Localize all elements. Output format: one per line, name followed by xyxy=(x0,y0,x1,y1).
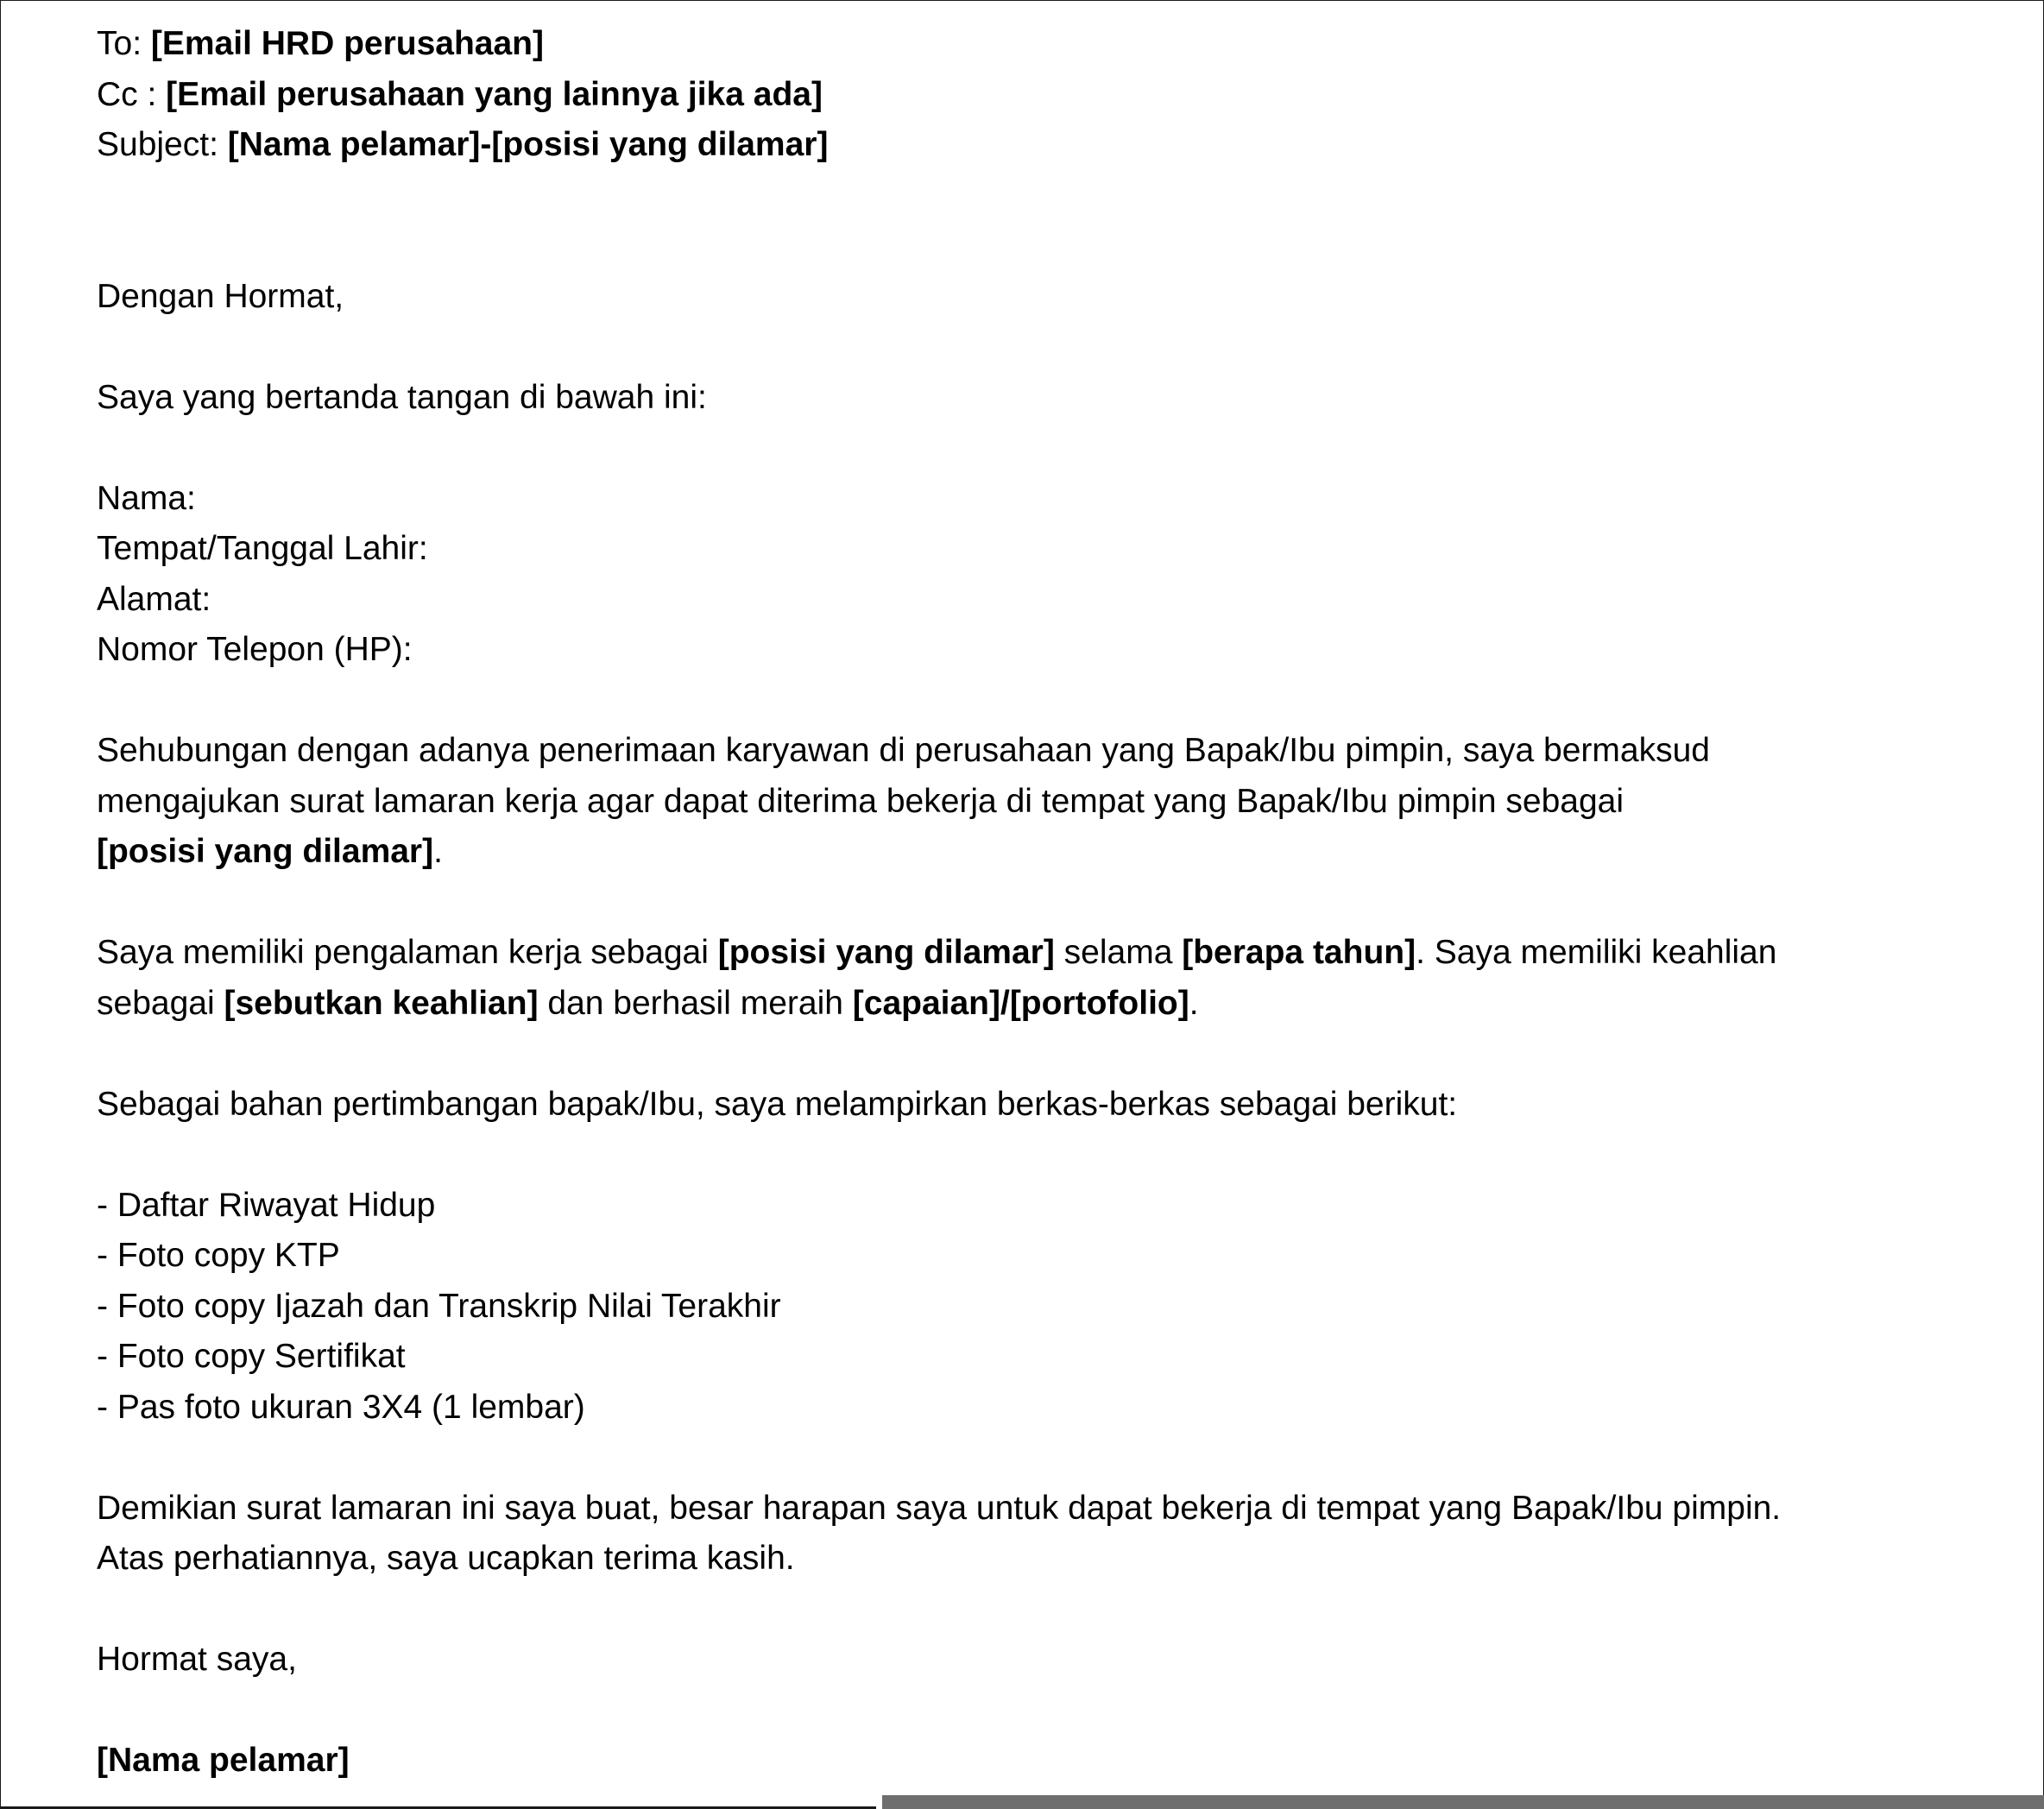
para2-t1: Saya memiliki pengalaman kerja sebagai xyxy=(97,934,718,971)
greeting: Dengan Hormat, xyxy=(97,277,344,315)
attachment-item: - Pas foto ukuran 3X4 (1 lembar) xyxy=(97,1388,585,1426)
to-line xyxy=(97,19,2030,70)
para1-position: [posisi yang dilamar] xyxy=(97,833,434,870)
para2-line1 xyxy=(97,928,2030,979)
to-value: [Email HRD perusahaan] xyxy=(150,25,544,62)
subject-value: [Nama pelamar]-[posisi yang dilamar] xyxy=(227,126,829,163)
bottom-shade-bar xyxy=(882,1795,2044,1809)
signoff: Hormat saya, xyxy=(97,1641,297,1678)
para1-line2: mengajukan surat lamaran kerja agar dapat diterima bekerja di tempat yang Bapak/Ibu pimpin sebagai xyxy=(97,782,1624,820)
para1-line1: Sehubungan dengan adanya penerimaan karyawan di perusahaan yang Bapak/Ibu pimpin, saya bermaksud xyxy=(97,732,1710,769)
attachment-item: - Foto copy KTP xyxy=(97,1237,340,1274)
para2-t5: dan berhasil meraih xyxy=(538,984,853,1022)
attachment-item: - Foto copy Sertifikat xyxy=(97,1338,406,1375)
para2-years: [berapa tahun] xyxy=(1182,934,1416,971)
field-phone: Nomor Telepon (HP): xyxy=(97,631,413,668)
signature-name xyxy=(97,1736,2030,1787)
signature-text: [Nama pelamar] xyxy=(97,1742,350,1779)
subject-label: Subject: xyxy=(97,126,228,163)
closing-line1: Demikian surat lamaran ini saya buat, besar harapan saya untuk dapat bekerja di tempat yang Bapak/Ibu pimpin. xyxy=(97,1489,1782,1527)
para2-skills: [sebutkan keahlian] xyxy=(224,984,539,1022)
closing-line2: Atas perhatiannya, saya ucapkan terima kasih. xyxy=(97,1540,795,1577)
para2-achievements: [capaian]/[portofolio] xyxy=(852,984,1189,1022)
cc-value: [Email perusahaan yang lainnya jika ada] xyxy=(166,75,823,113)
attachments-intro: Sebagai bahan pertimbangan bapak/Ibu, saya melampirkan berkas-berkas sebagai berikut: xyxy=(97,1085,1458,1123)
para2-t4: sebagai xyxy=(97,984,224,1022)
attachment-item: - Daftar Riwayat Hidup xyxy=(97,1186,436,1224)
para2-line2 xyxy=(97,979,2030,1030)
cc-label: Cc : xyxy=(97,75,167,113)
para2-position: [posisi yang dilamar] xyxy=(717,934,1055,971)
to-label: To: xyxy=(97,25,151,62)
letter-body xyxy=(97,19,2030,1787)
para1-end: . xyxy=(433,833,443,870)
para2-t3: . Saya memiliki keahlian xyxy=(1416,934,1777,971)
field-birth: Tempat/Tanggal Lahir: xyxy=(97,530,428,567)
attachment-item: - Foto copy Ijazah dan Transkrip Nilai Terakhir xyxy=(97,1287,781,1325)
para2-t2: selama xyxy=(1054,934,1183,971)
field-address: Alamat: xyxy=(97,580,211,618)
para2-t6: . xyxy=(1189,984,1199,1022)
para1-line3 xyxy=(97,827,2030,878)
field-name: Nama: xyxy=(97,479,196,517)
cc-line xyxy=(97,70,2030,121)
subject-line xyxy=(97,120,2030,171)
intro-text: Saya yang bertanda tangan di bawah ini: xyxy=(97,378,707,416)
